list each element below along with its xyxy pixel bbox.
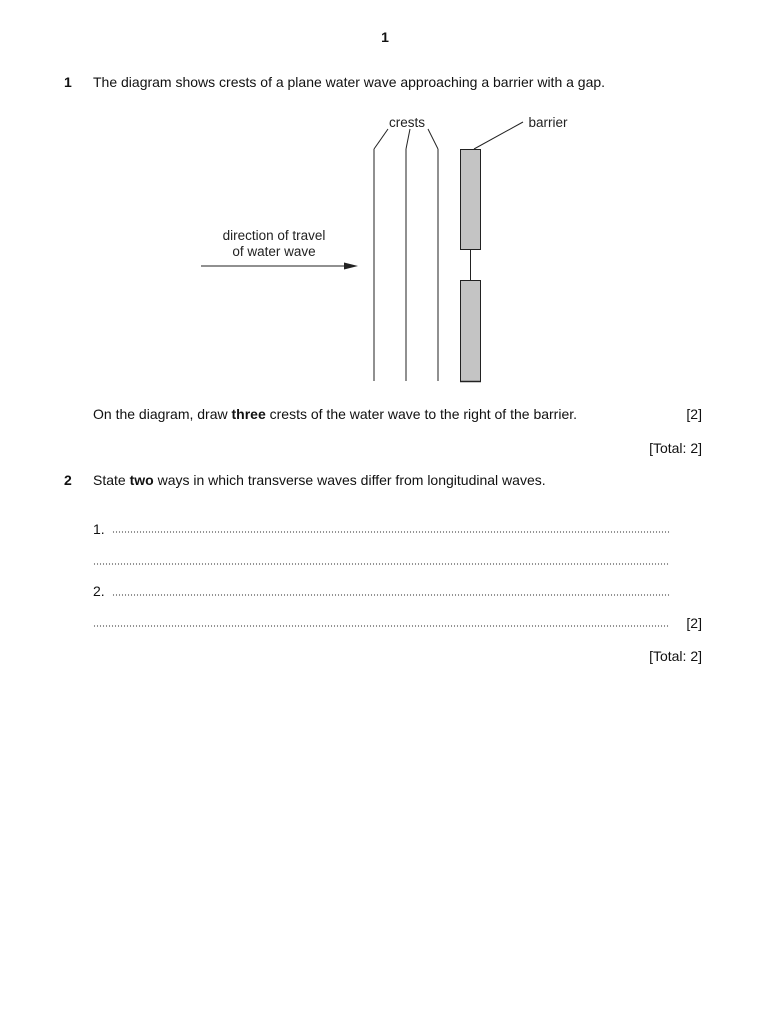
wave-barrier-diagram[interactable] xyxy=(0,0,768,400)
crest-leader-line-2 xyxy=(406,129,410,149)
question-1-marks: [2] xyxy=(686,406,702,422)
direction-arrow-head xyxy=(344,263,358,270)
question-1-text: The diagram shows crests of a plane water wave approaching a barrier with a gap. xyxy=(93,74,606,90)
answer-2-line-2[interactable] xyxy=(93,625,669,627)
question-2-total: [Total: 2] xyxy=(649,648,702,664)
barrier-lower-section xyxy=(461,281,481,382)
answer-1-label: 1. xyxy=(93,521,105,537)
question-1-total: [Total: 2] xyxy=(649,440,702,456)
barrier-upper-section xyxy=(461,150,481,250)
direction-label-line1: direction of travel xyxy=(222,228,326,243)
direction-label-line2: of water wave xyxy=(232,244,316,259)
question-2-marks: [2] xyxy=(686,615,702,631)
question-1-instruction: On the diagram, draw three crests of the water wave to the right of the barrier. xyxy=(93,406,578,422)
answer-2-label: 2. xyxy=(93,583,105,599)
answer-1-line-1[interactable] xyxy=(112,531,670,533)
question-2-number: 2 xyxy=(64,472,72,488)
crests-label: crests xyxy=(388,115,426,130)
question-1-number: 1 xyxy=(64,74,72,90)
barrier-label: barrier xyxy=(528,115,568,130)
answer-1-line-2[interactable] xyxy=(93,563,669,565)
page-number: 1 xyxy=(381,29,389,45)
barrier-leader-line xyxy=(474,122,523,149)
crest-leader-line-3 xyxy=(428,129,438,149)
question-2-text: State two ways in which transverse waves differ from longitudinal waves. xyxy=(93,472,546,488)
answer-2-line-1[interactable] xyxy=(112,594,670,596)
crest-leader-line-1 xyxy=(374,129,388,149)
